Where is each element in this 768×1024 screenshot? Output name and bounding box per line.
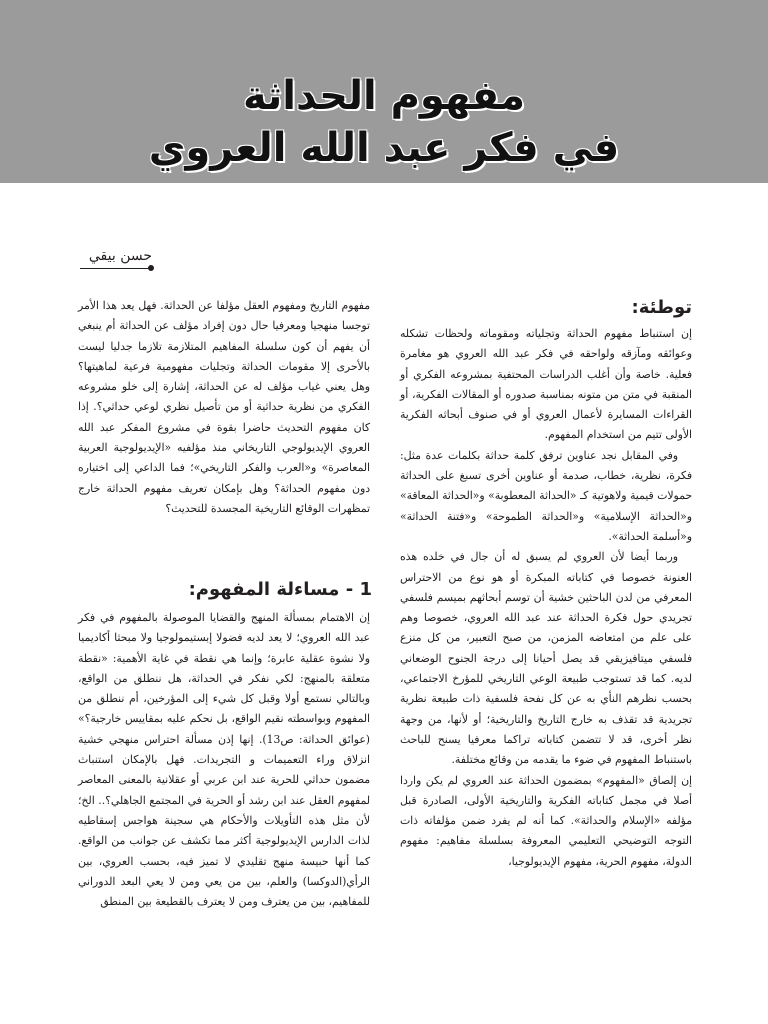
section-1-heading: 1 - مساءلة المفهوم:: [188, 579, 372, 600]
article-title-line-1: مفهوم الحداثة: [243, 73, 525, 119]
left-column-bottom: [78, 608, 370, 912]
left-paragraph-1: مفهوم التاريخ ومفهوم العقل مؤلفا عن الحداثة. فهل يعد هذا الأمر توجسا منهجيا ومعرفيا حال دون إفراد مؤلف عن الحداثة أم ينبغي أن يفهم أن كون سلسلة المفاهيم المتلازمة تلازما جدليا ليست بالأحرى إلا مقومات الحداثة وتجليات مفهومية فرعية لماهيتها؟ وهل يعني غياب مؤلف له عن الحداثة، إشارة إلى خلو مشروعه الفكري من نظرية حداثية أو من تأصيل نظري لوعي حداثي؟. إذا كان مفهوم التحديث حاضرا بقوة في مشروع المفكر عبد الله العروي الإيديولوجي التاريخاني منذ مؤلفيه «الإيديولوجية العربية المعاصرة» و«العرب والفكر التاريخي»؛ فما الداعي إلى اختياره دون مفهوم الحداثة؟ وهل بإمكان تعريف مفهوم الحداثة خارج تمظهرات الوقائع التاريخية المجسدة للتحديث؟: [78, 299, 370, 515]
left-column-top: [78, 296, 370, 519]
intro-paragraph-1: إن استنباط مفهوم الحداثة وتجلياته ومقوماته ولحظات تشكله وعوائقه ومآزقه ولواحقه في فكر عبد الله العروي هو مغامرة فعلية. خاصة وأن أغلب الدراسات المحتفية بمشروعه الفكري أو المنقبة في متن من متونه بمناسبة صدوره أو المقالات الفكرية، أو القراءات المسايرة لأعمال العروي أو في صنوف أبحاثه الفكرية الأولى تتيم من استخدام المفهوم.: [400, 327, 692, 442]
intro-paragraph-2: وفي المقابل نجد عناوين ترفق كلمة حداثة بكلمات عدة مثل: فكرة، نظرية، خطاب، صدمة أو عناوين أخرى تسبغ على الحداثة حمولات قيمية ولاهوتية كـ «الحداثة المعطوبة» و«الحداثة المعاقة» و«الحداثة الإسلامية» و«الحداثة الطموحة» و«فتنة الحداثة» و«أسلمة الحداثة».: [400, 448, 692, 543]
intro-heading: توطئة:: [631, 297, 692, 318]
author-name: حسن بيقي: [88, 248, 152, 264]
article-title-line-2: في فكر عبد الله العروي: [148, 125, 620, 171]
article-title: [0, 70, 768, 174]
right-column: [400, 324, 692, 872]
section-1-paragraph-1: إن الاهتمام بمسألة المنهج والقضايا الموصولة بالمفهوم في فكر عبد الله العروي؛ لا يعد لديه فضولا إبستيمولوجيا ولا مبحثا أكاديميا ولا نشوة عقلية عابرة؛ وإنما هي نقطة في غاية الأهمية: «نقطة متعلقة بالمنهج: لكي نفكر في الحداثة، هل ننطلق من الواقع، وبالتالي نستمع أولا وقبل كل شيء إلى المؤرخين، أم ننطلق من المفهوم وبواسطته نقيم الواقع، بل نحكم عليه بمقاييس خارجية؟» (عوائق الحداثة: ص13). إنها إذن مسألة احتراس منهجي خشية انزلاق وراء التعميمات و التجريدات. فهل بالإمكان استنباث مضمون حداثي للحرية عند ابن عربي أو عقلانية بالمعنى المعاصر لمفهوم العقل عند ابن رشد أو الحرية في المجتمع الجاهلي؟.. الخ؛ لأن مثل هذه التأويلات والأحكام هي سجينة هواجس إسقاطيه لذات الدارس الإيديولوجية أكثر مما تكشف عن جوانب من الواقع. كما أنها حبيسة منهج تقليدي لا تميز فيه، بحسب العروي، بين الرأي(الدوكسا) والعلم، بين من يعي ومن لا يعي البعد الدوراني للمفاهيم، بين من يعترف ومن لا يعترف بالقطيعة بين المنطق: [78, 611, 370, 909]
intro-paragraph-4: إن إلصاق «المفهوم» بمضمون الحداثة عند العروي لم يكن واردا أصلا في مجمل كتاباته الفكرية والتاريخية الأولى، الصادرة قبل مؤلفه «الإسلام والحداثة». كما أنه لم يفرد ضمن مؤلفاته ذات التوجه التوضيحي التعليمي المعروفة بسلسلة مفاهيم: مفهوم الدولة، مفهوم الحرية، مفهوم الإيديولوجيا،: [400, 773, 692, 868]
intro-paragraph-3: وربما أيضا لأن العروي لم يسبق له أن جال في خلده هذه العنونة خصوصا في كتاباته المبكرة أو هو نوع من الاحتراس المعرفي من لدن الباحثين خشية أن توسم أبحاثهم بميسم فلسفي تجريدي حول فكرة الحداثة عند عبد الله العروي، خصوصا وهم على علم من امتعاضه المزمن، من صبح التعبير، من كل منزع فلسفي ميتافيزيقي قد يصل أحيانا إلى درجة الجنوح الوضعاني لديه. كما قد تستوجب طبيعة الوعي التاريخي للمؤرخ الاجتماعي، بحسب نظرهم النأي به عن كل نفحة فلسفية ذات طبيعة نظرية تجريدية قد تقذف به خارج التاريخ والتاريخية؛ أو لأنها، من وجهة نظر أخرى، قد لا تتضمن كتاباته تراكما معرفيا يسنح للباحث باستنباط المفهوم في ضوء ما يقدمه من وقائع مختلفة.: [400, 550, 692, 767]
author-underline: [80, 268, 150, 269]
